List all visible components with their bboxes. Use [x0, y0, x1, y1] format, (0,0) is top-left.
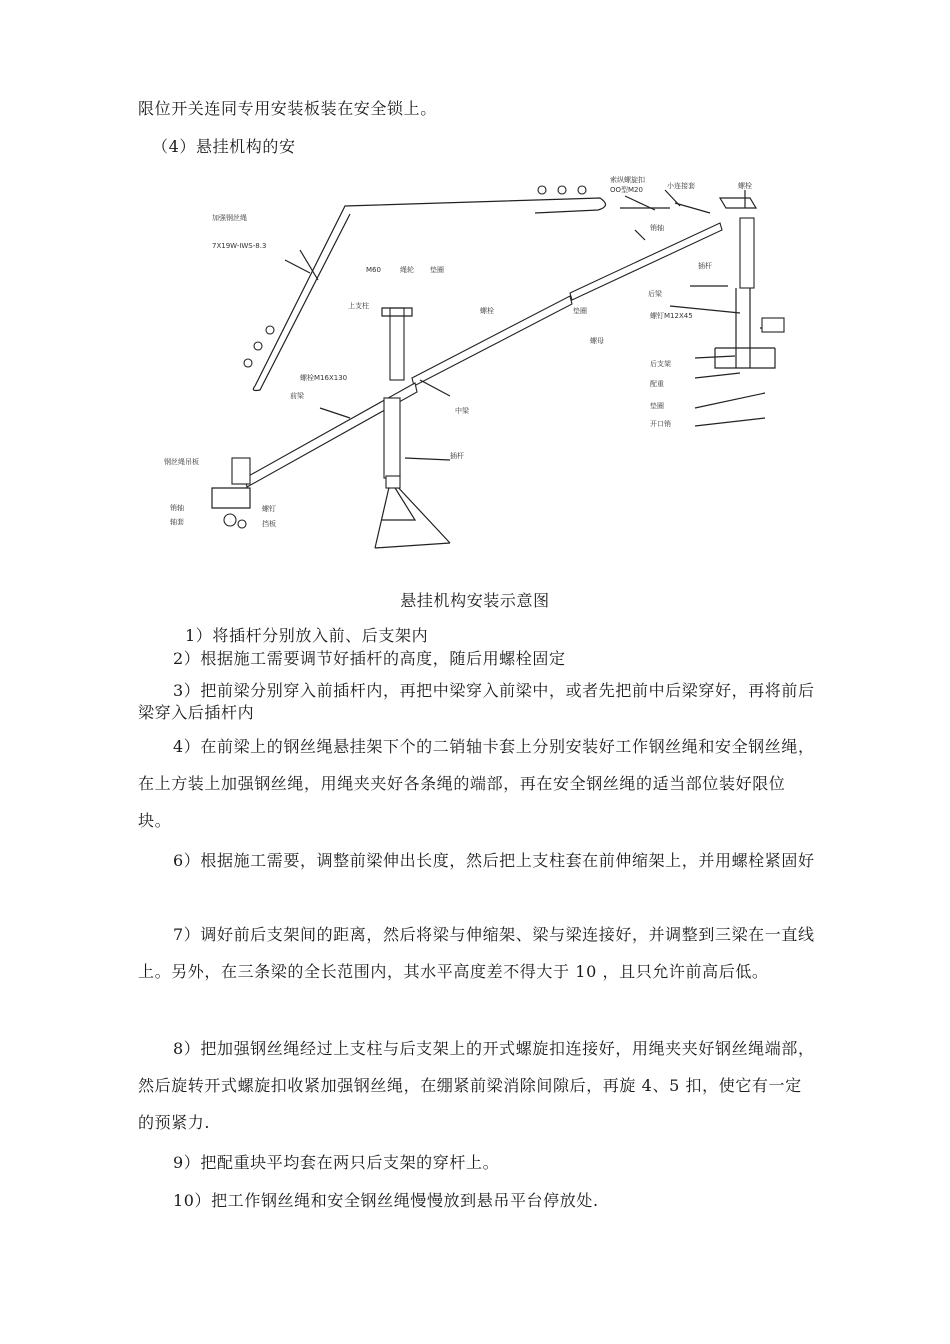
label-upper-post: 上支柱: [348, 302, 369, 310]
label-split-pin: 开口销: [650, 420, 671, 428]
label-middle-beam: 中梁: [455, 407, 469, 415]
label-front-beam: 前梁: [290, 392, 304, 400]
label-rope-title: 加强钢丝绳: [212, 214, 247, 222]
label-turnbuckle: 索纵螺旋扣: [610, 176, 645, 184]
label-bolt-top: 螺栓: [738, 182, 752, 190]
label-rope-hanger: 钢丝绳吊板: [164, 458, 199, 466]
label-bolt-m16: 螺栓M16X130: [300, 374, 348, 382]
step-4: 4）在前梁上的钢丝绳悬挂架下个的二销轴卡套上分别安装好工作钢丝绳和安全钢丝绳，在上方装上加强钢丝绳，用绳夹夹好各条绳的端部，再在安全钢丝绳的适当部位装好限位块。: [138, 737, 815, 830]
label-pulley: 绳轮: [400, 266, 414, 274]
label-baffle: 挡板: [262, 520, 276, 528]
label-m60: M60: [366, 266, 381, 274]
label-bolt-m12: 螺钉M12X45: [650, 312, 693, 320]
label-washer-mid: 垫圈: [573, 307, 587, 315]
reinforcing-rope: [255, 198, 606, 386]
label-washer-rear: 垫圈: [650, 402, 664, 410]
label-small-joint: 小连接套: [667, 182, 695, 190]
label-pin-shaft: 销轴: [170, 504, 184, 512]
section-heading: （4）悬挂机构的安: [152, 137, 296, 156]
step-1: 1）将插杆分别放入前、后支架内: [185, 626, 429, 645]
intro-line: 限位开关连同专用安装板装在安全锁上。: [138, 99, 437, 118]
label-nut: 螺母: [590, 337, 604, 345]
rope-clips-top: [538, 186, 586, 194]
rear-insert-rod: [740, 218, 754, 288]
label-counterweight: 配重: [650, 380, 664, 388]
step-7: 7）调好前后支架间的距离，然后将梁与伸缩架、梁与梁连接好，并调整到三梁在一直线上。另外，在三条梁的全长范围内，其水平高度差不得大于 10 ，且只允许前高后低。: [138, 925, 815, 981]
step-6: 6）根据施工需要，调整前梁伸出长度，然后把上支柱套在前伸缩架上，并用螺栓紧固好: [173, 851, 815, 870]
rope-hanger: [232, 458, 250, 484]
label-rear-beam: 后梁: [648, 290, 662, 298]
front-support-stand: [375, 483, 450, 548]
label-insert-rod-rear: 插杆: [698, 262, 712, 270]
label-screw: 螺钉: [262, 505, 276, 513]
label-washer-top: 垫圈: [430, 266, 444, 274]
label-turnbuckle-type: OO型M20: [610, 186, 643, 194]
upper-post: [390, 308, 404, 380]
suspension-mechanism-diagram: [150, 168, 800, 580]
step-10: 10）把工作钢丝绳和安全钢丝绳慢慢放到悬吊平台停放处.: [173, 1191, 599, 1210]
label-rear-support: 后支架: [650, 360, 671, 368]
step-8: 8）把加强钢丝绳经过上支柱与后支架上的开式螺旋扣连接好，用绳夹夹好钢丝绳端部，然后旋转开式螺旋扣收紧加强钢丝绳，在绷紧前梁消除间隙后，再旋 4、5 扣，使它有一定的预紧力.: [138, 1039, 815, 1132]
label-rope-spec: 7X19W-IWS-8.3: [212, 242, 267, 250]
step-2: 2）根据施工需要调节好插杆的高度，随后用螺栓固定: [173, 649, 566, 668]
label-bushing: 轴套: [170, 518, 184, 526]
step-3: 3）把前梁分别穿入前插杆内，再把中梁穿入前梁中，或者先把前中后梁穿好，再将前后梁穿入后插杆内: [138, 681, 815, 722]
step-9: 9）把配重块平均套在两只后支架的穿杆上。: [173, 1153, 500, 1172]
label-insert-rod-front: 插杆: [450, 452, 464, 460]
label-bolt-mid: 螺栓: [480, 307, 494, 315]
label-pin-top: 销轴: [650, 224, 664, 232]
rope-clips-left: [244, 326, 274, 367]
front-insert-rod: [384, 398, 400, 478]
figure-caption: 悬挂机构安装示意图: [400, 591, 550, 610]
